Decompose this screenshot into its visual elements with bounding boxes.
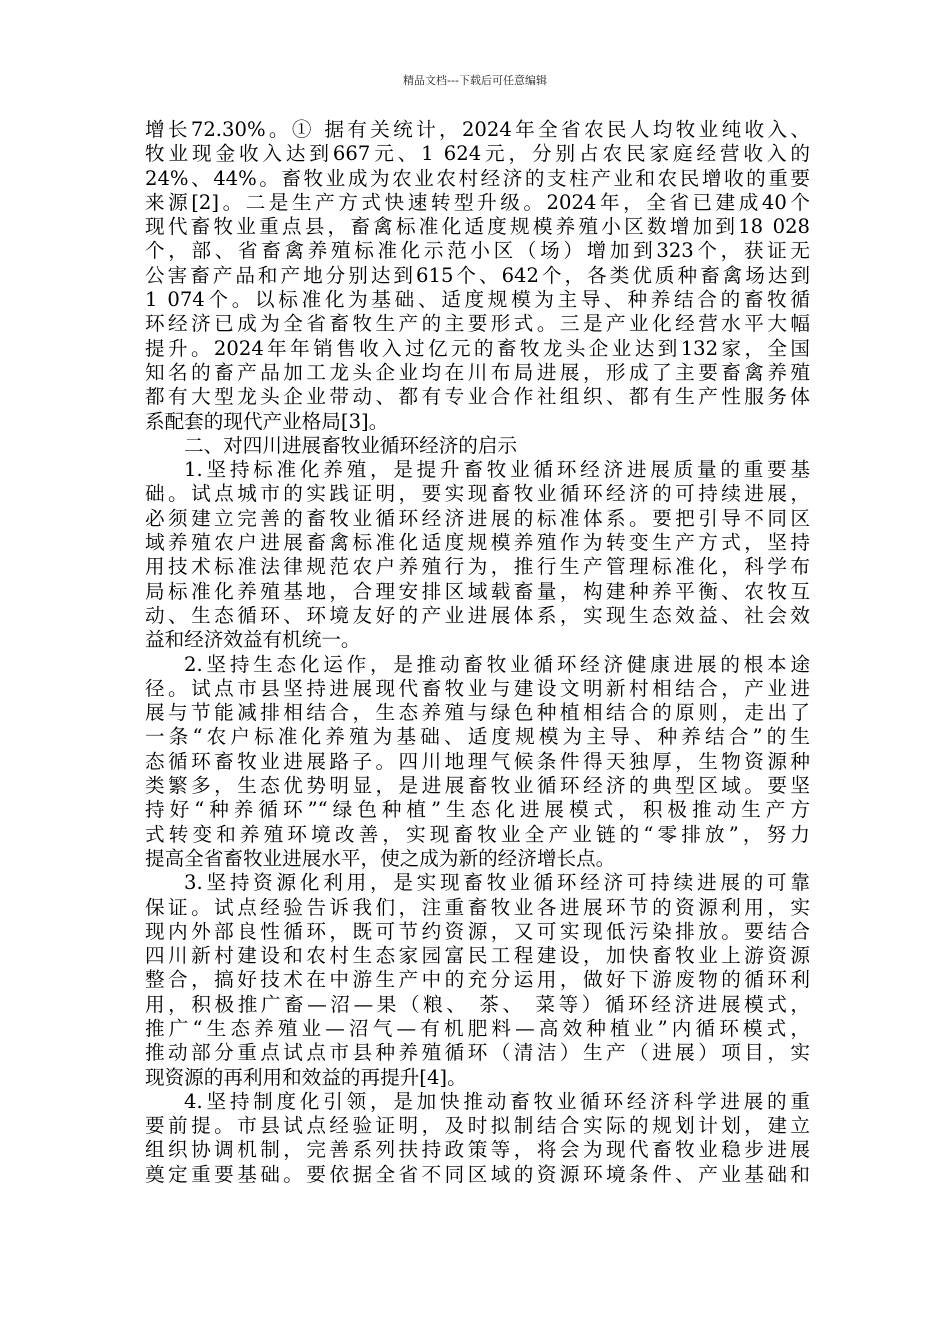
text-line: 推动部分重点试点市县种养殖循环（清洁）生产（进展）项目，实 xyxy=(145,1041,810,1065)
text-line: 提升。2024年年销售收入过亿元的畜牧龙头企业达到132家，全国 xyxy=(145,336,810,360)
text-line: 现代畜牧业重点县，畜禽标准化适度规模养殖小区数增加到18 028 xyxy=(145,215,810,239)
text-line: 保证。试点经验告诉我们，注重畜牧业各进展环节的资源利用，实 xyxy=(145,895,810,919)
text-line: 增长72.30%。① 据有关统计，2024年全省农民人均牧业纯收入、 xyxy=(145,118,810,141)
text-line: 2.坚持生态化运作，是推动畜牧业循环经济健康进展的根本途 xyxy=(184,652,810,676)
text-line: 提高全省畜牧业进展水平，使之成为新的经济增长点。 xyxy=(145,846,616,870)
text-line: 用技术标准法律规范农户养殖行为，推行生产管理标准化，科学布 xyxy=(145,555,810,579)
text-line: 1 074个。以标准化为基础、适度规模为主导、种养结合的畜牧循 xyxy=(145,288,810,312)
text-line: 式转变和养殖环境改善，实现畜牧业全产业链的“零排放”，努力 xyxy=(145,822,810,846)
text-line: 持好“种养循环”“绿色种植”生态化进展模式，积极推动生产方 xyxy=(145,798,810,822)
text-line: 都有大型龙头企业带动、都有专业合作社组织、都有生产性服务体 xyxy=(145,385,810,409)
paragraph xyxy=(145,434,810,458)
text-line: 知名的畜产品加工龙头企业均在川布局进展，形成了主要畜禽养殖 xyxy=(145,360,810,384)
text-line: 二、对四川进展畜牧业循环经济的启示 xyxy=(184,433,518,457)
text-line: 24%、44%。畜牧业成为农业农村经济的支柱产业和农民增收的重要 xyxy=(145,166,810,190)
text-line: 类繁多，生态优势明显，是进展畜牧业循环经济的典型区域。要坚 xyxy=(145,774,810,798)
text-line: 4.坚持制度化引领，是加快推动畜牧业循环经济科学进展的重 xyxy=(184,1089,810,1113)
text-line: 整合，搞好技术在中游生产中的充分运用，做好下游废物的循环利 xyxy=(145,968,810,992)
text-line: 域养殖农户进展畜禽标准化适度规模养殖作为转变生产方式，坚持 xyxy=(145,531,810,555)
text-line: 四川新村建设和农村生态家园富民工程建设，加快畜牧业上游资源 xyxy=(145,944,810,968)
document-body xyxy=(145,118,810,1187)
page-header: 精品文档---下载后可任意编辑 xyxy=(403,74,547,87)
text-line: 环经济已成为全省畜牧生产的主要形式。三是产业化经营水平大幅 xyxy=(145,312,810,336)
paragraph xyxy=(145,118,810,434)
paragraph xyxy=(145,1090,810,1187)
text-line: 局标准化养殖基地，合理安排区域载畜量，构建种养平衡、农牧互 xyxy=(145,579,810,603)
text-line: 来源[2]。二是生产方式快速转型升级。2024年，全省已建成40个 xyxy=(145,190,810,214)
text-line: 础。试点城市的实践证明，要实现畜牧业循环经济的可持续进展， xyxy=(145,482,810,506)
text-line: 组织协调机制，完善系列扶持政策等，将会为现代畜牧业稳步进展 xyxy=(145,1138,810,1162)
text-line: 态循环畜牧业进展路子。四川地理气候条件得天独厚，生物资源种 xyxy=(145,749,810,773)
text-line: 现资源的再利用和效益的再提升[4]。 xyxy=(145,1065,467,1089)
text-line: 奠定重要基础。要依据全省不同区域的资源环境条件、产业基础和 xyxy=(145,1162,810,1186)
text-line: 现内外部良性循环，既可节约资源，又可实现低污染排放。要结合 xyxy=(145,919,810,943)
text-line: 公害畜产品和产地分别达到615个、642个，各类优质种畜禽场达到 xyxy=(145,263,810,287)
text-line: 系配套的现代产业格局[3]。 xyxy=(145,409,389,433)
text-line: 一条“农户标准化养殖为基础、适度规模为主导、种养结合”的生 xyxy=(145,725,810,749)
text-line: 益和经济效益有机统一。 xyxy=(145,628,361,652)
text-line: 牧业现金收入达到667元、1 624元，分别占农民家庭经营收入的 xyxy=(145,142,810,166)
paragraph xyxy=(145,653,810,872)
text-line: 1.坚持标准化养殖，是提升畜牧业循环经济进展质量的重要基 xyxy=(184,458,810,482)
text-line: 展与节能减排相结合，生态养殖与绿色种植相结合的原则，走出了 xyxy=(145,701,810,725)
text-line: 推广“生态养殖业—沼气—有机肥料—高效种植业”内循环模式， xyxy=(145,1016,810,1040)
paragraph xyxy=(145,458,810,652)
text-line: 3.坚持资源化利用，是实现畜牧业循环经济可持续进展的可靠 xyxy=(184,871,810,895)
text-line: 径。试点市县坚持进展现代畜牧业与建设文明新村相结合，产业进 xyxy=(145,676,810,700)
text-line: 动、生态循环、环境友好的产业进展体系，实现生态效益、社会效 xyxy=(145,603,810,627)
text-line: 用，积极推广畜—沼—果（粮、 茶、 菜等）循环经济进展模式， xyxy=(145,992,810,1016)
text-line: 个，部、省畜禽养殖标准化示范小区（场）增加到323个，获证无 xyxy=(145,239,810,263)
paragraph xyxy=(145,871,810,1090)
text-line: 必须建立完善的畜牧业循环经济进展的标准体系。要把引导不同区 xyxy=(145,506,810,530)
text-line: 要前提。市县试点经验证明，及时拟制结合实际的规划计划，建立 xyxy=(145,1114,810,1138)
